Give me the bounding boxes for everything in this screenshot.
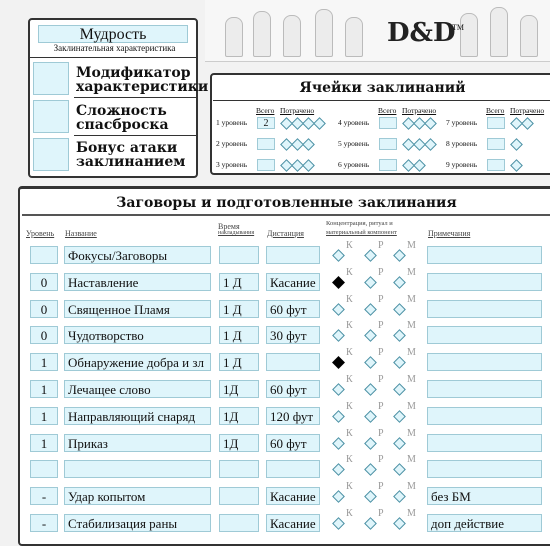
- spell-name-field[interactable]: Священное Пламя: [64, 300, 211, 318]
- spell-level-field[interactable]: 0: [30, 300, 58, 318]
- slots-total-header: Всего: [256, 106, 275, 115]
- material-letter: М: [407, 454, 416, 465]
- concentration-letter: К: [346, 294, 353, 305]
- concentration-letter: К: [346, 481, 353, 492]
- spell-name-field[interactable]: Стабилизация раны: [64, 514, 211, 532]
- spell-time-field[interactable]: 1 Д: [219, 273, 259, 291]
- concentration-letter: К: [346, 320, 353, 331]
- spell-time-field[interactable]: 1Д: [219, 434, 259, 452]
- figure-art: [315, 9, 333, 57]
- material-letter: М: [407, 374, 416, 385]
- spell-range-field[interactable]: Касание: [266, 487, 320, 505]
- col-crm-subheader: материальный компонент: [326, 229, 397, 236]
- figure-art: [520, 15, 538, 57]
- concentration-letter: К: [346, 267, 353, 278]
- col-name-header: Название: [65, 229, 97, 238]
- slot-total-field[interactable]: [257, 159, 275, 171]
- spell-time-field[interactable]: 1 Д: [219, 353, 259, 371]
- spell-notes-field[interactable]: доп действие: [427, 514, 542, 532]
- divider: [213, 100, 550, 101]
- spell-level-field[interactable]: -: [30, 487, 58, 505]
- material-letter: М: [407, 508, 416, 519]
- spell-name-field[interactable]: Наставление: [64, 273, 211, 291]
- dnd-logo: D&D: [387, 18, 456, 48]
- save-dc-label: Сложность спасброска: [76, 103, 169, 133]
- spell-notes-field[interactable]: [427, 434, 542, 452]
- slot-total-field[interactable]: 2: [257, 117, 275, 129]
- ritual-letter: Р: [378, 240, 384, 251]
- slot-total-field[interactable]: [487, 138, 505, 150]
- material-letter: М: [407, 240, 416, 251]
- concentration-letter: К: [346, 454, 353, 465]
- spell-name-field[interactable]: Удар копытом: [64, 487, 211, 505]
- figure-art: [225, 17, 243, 57]
- spell-notes-field[interactable]: [427, 460, 542, 478]
- divider: [30, 57, 196, 58]
- trademark-mark: TM: [452, 23, 464, 32]
- header-illustration: [205, 0, 550, 62]
- spell-notes-field[interactable]: [427, 326, 542, 344]
- spell-time-field[interactable]: [219, 487, 259, 505]
- material-letter: М: [407, 347, 416, 358]
- slot-level-label: 5 уровень: [338, 139, 370, 148]
- spell-range-field[interactable]: 60 фут: [266, 434, 320, 452]
- slots-used-header: Потрачено: [402, 106, 437, 115]
- spell-slots-title: Ячейки заклинаний: [299, 80, 466, 96]
- slot-total-field[interactable]: [379, 138, 397, 150]
- ritual-letter: Р: [378, 428, 384, 439]
- col-range-header: Дистанция: [267, 229, 304, 238]
- material-letter: М: [407, 320, 416, 331]
- spell-level-field[interactable]: 0: [30, 273, 58, 291]
- slot-total-field[interactable]: [487, 117, 505, 129]
- ritual-letter: Р: [378, 454, 384, 465]
- divider: [74, 97, 196, 98]
- spell-name-field[interactable]: Обнаружение добра и зл: [64, 353, 211, 371]
- concentration-letter: К: [346, 347, 353, 358]
- spell-time-field[interactable]: [219, 514, 259, 532]
- spell-level-field[interactable]: 1: [30, 434, 58, 452]
- spell-name-field[interactable]: Направляющий снаряд: [64, 407, 211, 425]
- ritual-letter: Р: [378, 481, 384, 492]
- spell-name-field[interactable]: Чудотворство: [64, 326, 211, 344]
- spell-notes-field[interactable]: [427, 246, 542, 264]
- spell-range-field[interactable]: [266, 353, 320, 371]
- col-crm-header: Концентрация, ритуал и: [326, 220, 393, 227]
- col-notes-header: Примечания: [428, 229, 471, 238]
- ritual-letter: Р: [378, 508, 384, 519]
- ritual-letter: Р: [378, 294, 384, 305]
- spell-level-field[interactable]: 1: [30, 380, 58, 398]
- divider: [74, 135, 196, 136]
- concentration-letter: К: [346, 401, 353, 412]
- slot-level-label: 6 уровень: [338, 160, 370, 169]
- slots-total-header: Всего: [378, 106, 397, 115]
- spell-name-field[interactable]: Приказ: [64, 434, 211, 452]
- ritual-letter: Р: [378, 347, 384, 358]
- col-time-subheader: накладывания: [218, 230, 255, 236]
- figure-art: [283, 15, 301, 57]
- spell-name-field[interactable]: [64, 460, 211, 478]
- spell-level-field[interactable]: 1: [30, 353, 58, 371]
- material-letter: М: [407, 428, 416, 439]
- spell-notes-field[interactable]: без БМ: [427, 487, 542, 505]
- slot-level-label: 9 уровень: [446, 160, 478, 169]
- slot-total-field[interactable]: [379, 159, 397, 171]
- slots-total-header: Всего: [486, 106, 505, 115]
- ritual-letter: Р: [378, 401, 384, 412]
- figure-art: [253, 11, 271, 57]
- slots-used-header: Потрачено: [510, 106, 545, 115]
- spell-level-field[interactable]: 0: [30, 326, 58, 344]
- figure-art: [460, 13, 478, 57]
- ritual-letter: Р: [378, 374, 384, 385]
- figure-art: [490, 7, 508, 57]
- spellcasting-ability-caption: Заклинательная характеристика: [53, 43, 176, 53]
- slot-level-label: 1 уровень: [216, 118, 248, 127]
- spell-name-field[interactable]: Фокусы/Заговоры: [64, 246, 211, 264]
- spell-notes-field[interactable]: [427, 380, 542, 398]
- spell-range-field[interactable]: [266, 246, 320, 264]
- slot-level-label: 8 уровень: [446, 139, 478, 148]
- spell-range-field[interactable]: Касание: [266, 514, 320, 532]
- spell-level-field[interactable]: -: [30, 514, 58, 532]
- ritual-letter: Р: [378, 320, 384, 331]
- spell-level-field[interactable]: 1: [30, 407, 58, 425]
- concentration-letter: К: [346, 428, 353, 439]
- slot-total-field[interactable]: [487, 159, 505, 171]
- save-dc-field[interactable]: [33, 100, 69, 133]
- spell-time-field[interactable]: [219, 460, 259, 478]
- spell-level-field[interactable]: [30, 460, 58, 478]
- spell-notes-field[interactable]: [427, 407, 542, 425]
- spell-notes-field[interactable]: [427, 273, 542, 291]
- slot-level-label: 2 уровень: [216, 139, 248, 148]
- spell-range-field[interactable]: [266, 460, 320, 478]
- material-letter: М: [407, 294, 416, 305]
- spell-range-field[interactable]: Касание: [266, 273, 320, 291]
- slot-level-label: 7 уровень: [446, 118, 478, 127]
- spell-attack-label: Бонус атаки заклинанием: [76, 140, 186, 170]
- spell-range-field[interactable]: 30 фут: [266, 326, 320, 344]
- concentration-letter: К: [346, 508, 353, 519]
- spell-attack-field[interactable]: [33, 138, 69, 171]
- spell-level-field[interactable]: [30, 246, 58, 264]
- spell-range-field[interactable]: 60 фут: [266, 380, 320, 398]
- spell-range-field[interactable]: 120 фут: [266, 407, 320, 425]
- ability-modifier-field[interactable]: [33, 62, 69, 95]
- material-letter: М: [407, 481, 416, 492]
- col-level-header: Уровень: [26, 229, 55, 238]
- concentration-letter: К: [346, 374, 353, 385]
- spell-time-field[interactable]: [219, 246, 259, 264]
- spell-time-field[interactable]: 1Д: [219, 407, 259, 425]
- slot-total-field[interactable]: [257, 138, 275, 150]
- spell-name-field[interactable]: Лечащее слово: [64, 380, 211, 398]
- ritual-letter: Р: [378, 267, 384, 278]
- spell-range-field[interactable]: 60 фут: [266, 300, 320, 318]
- spell-time-field[interactable]: 1Д: [219, 380, 259, 398]
- spell-time-field[interactable]: 1 Д: [219, 300, 259, 318]
- spell-notes-field[interactable]: [427, 353, 542, 371]
- slot-level-label: 4 уровень: [338, 118, 370, 127]
- concentration-letter: К: [346, 240, 353, 251]
- material-letter: М: [407, 401, 416, 412]
- slots-used-header: Потрачено: [280, 106, 315, 115]
- spell-time-field[interactable]: 1 Д: [219, 326, 259, 344]
- col-time-header: Время: [218, 222, 240, 231]
- figure-art: [345, 17, 363, 57]
- material-letter: М: [407, 267, 416, 278]
- slot-level-label: 3 уровень: [216, 160, 248, 169]
- prepared-spells-title: Заговоры и подготовленные заклинания: [116, 195, 457, 211]
- divider: [22, 214, 550, 216]
- ability-modifier-label: Модификатор характеристики: [76, 65, 209, 95]
- spellcasting-ability-field[interactable]: Мудрость: [38, 25, 188, 43]
- spell-notes-field[interactable]: [427, 300, 542, 318]
- slot-total-field[interactable]: [379, 117, 397, 129]
